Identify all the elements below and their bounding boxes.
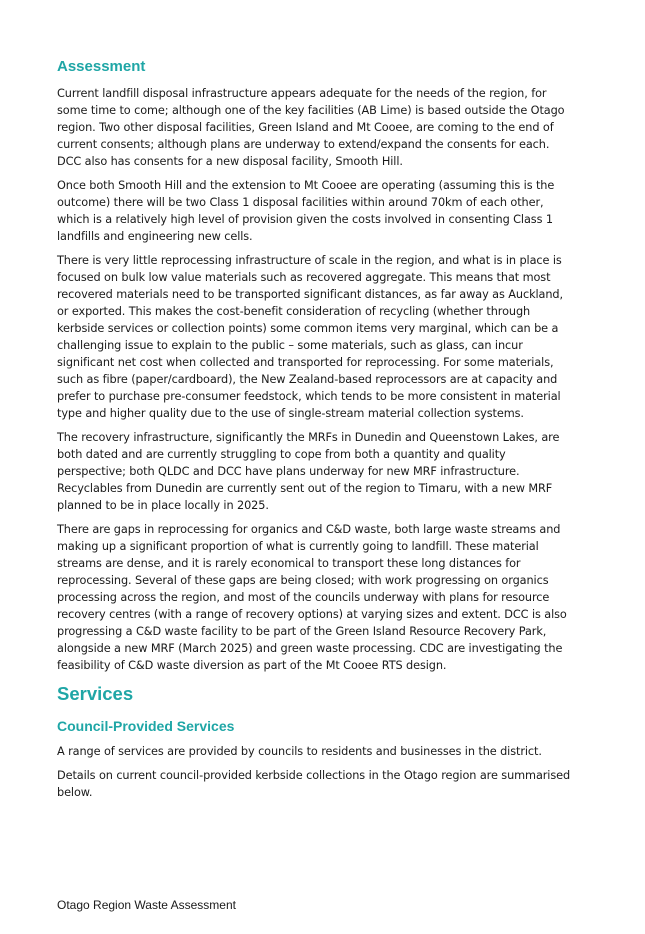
document-page [57, 57, 571, 808]
assessment-paragraph-2: Once both Smooth Hill and the extension to Mt Cooee are operating (assuming this is the outcome) there will be two Class 1 disposal facilities within around 70km of each other, which is a relatively high level of provision given the costs involved in consenting Class 1 landfills and engineering new cells. [57, 179, 555, 243]
page-footer: Otago Region Waste Assessment [57, 898, 236, 912]
services-paragraph-1: A range of services are provided by councils to residents and businesses in the district. [57, 745, 542, 758]
assessment-paragraph-5: There are gaps in reprocessing for organics and C&D waste, both large waste streams and making up a significant proportion of what is currently going to landfill. These material streams are dense, and it is rarely economical to transport these long distances for reprocessing. Several of these gaps are being closed; with work progressing on organics processing across the region, and most of the councils underway with plans for resource recovery centres (with a range of recovery options) at varying sizes and extent. DCC is also progressing a C&D waste facility to be part of the Green Island Resource Recovery Park, alongside a new MRF (March 2025) and green waste processing. CDC are investigating the feasibility of C&D waste diversion as part of the Mt Cooee RTS design. [57, 523, 567, 672]
services-heading: Services [57, 683, 134, 704]
council-provided-services-heading: Council-Provided Services [57, 718, 235, 734]
assessment-paragraph-4: The recovery infrastructure, significantly the MRFs in Dunedin and Queenstown Lakes, are both dated and are currently struggling to cope from both a quantity and quality perspective; both QLDC and DCC have plans underway for new MRF infrastructure. Recyclables from Dunedin are currently sent out of the region to Timaru, with a new MRF planned to be in place locally in 2025. [57, 431, 560, 512]
assessment-paragraph-3: There is very little reprocessing infrastructure of scale in the region, and what is in place is focused on bulk low value materials such as recovered aggregate. This means that most recovered materials need to be transported significant distances, as far away as Auckland, or exported. This makes the cost-benefit consideration of recycling (whether through kerbside services or collection points) some common items very marginal, which can be a challenging issue to explain to the public – some materials, such as glass, can incur significant net cost when collected and transported for reprocessing. For some materials, such as fibre (paper/cardboard), the New Zealand-based reprocessors are at capacity and prefer to purchase pre-consumer feedstock, which tends to be more consistent in material type and higher quality due to the use of single-stream material collection systems. [57, 254, 563, 420]
services-paragraph-2: Details on current council-provided kerbside collections in the Otago region are summarised below. [57, 769, 571, 799]
assessment-heading: Assessment [57, 58, 146, 75]
assessment-paragraph-1: Current landfill disposal infrastructure appears adequate for the needs of the region, for some time to come; although one of the key facilities (AB Lime) is based outside the Otago region. Two other disposal facilities, Green Island and Mt Cooee, are coming to the end of current consents; although plans are underway to extend/expand the consents for each. DCC also has consents for a new disposal facility, Smooth Hill. [57, 87, 565, 168]
